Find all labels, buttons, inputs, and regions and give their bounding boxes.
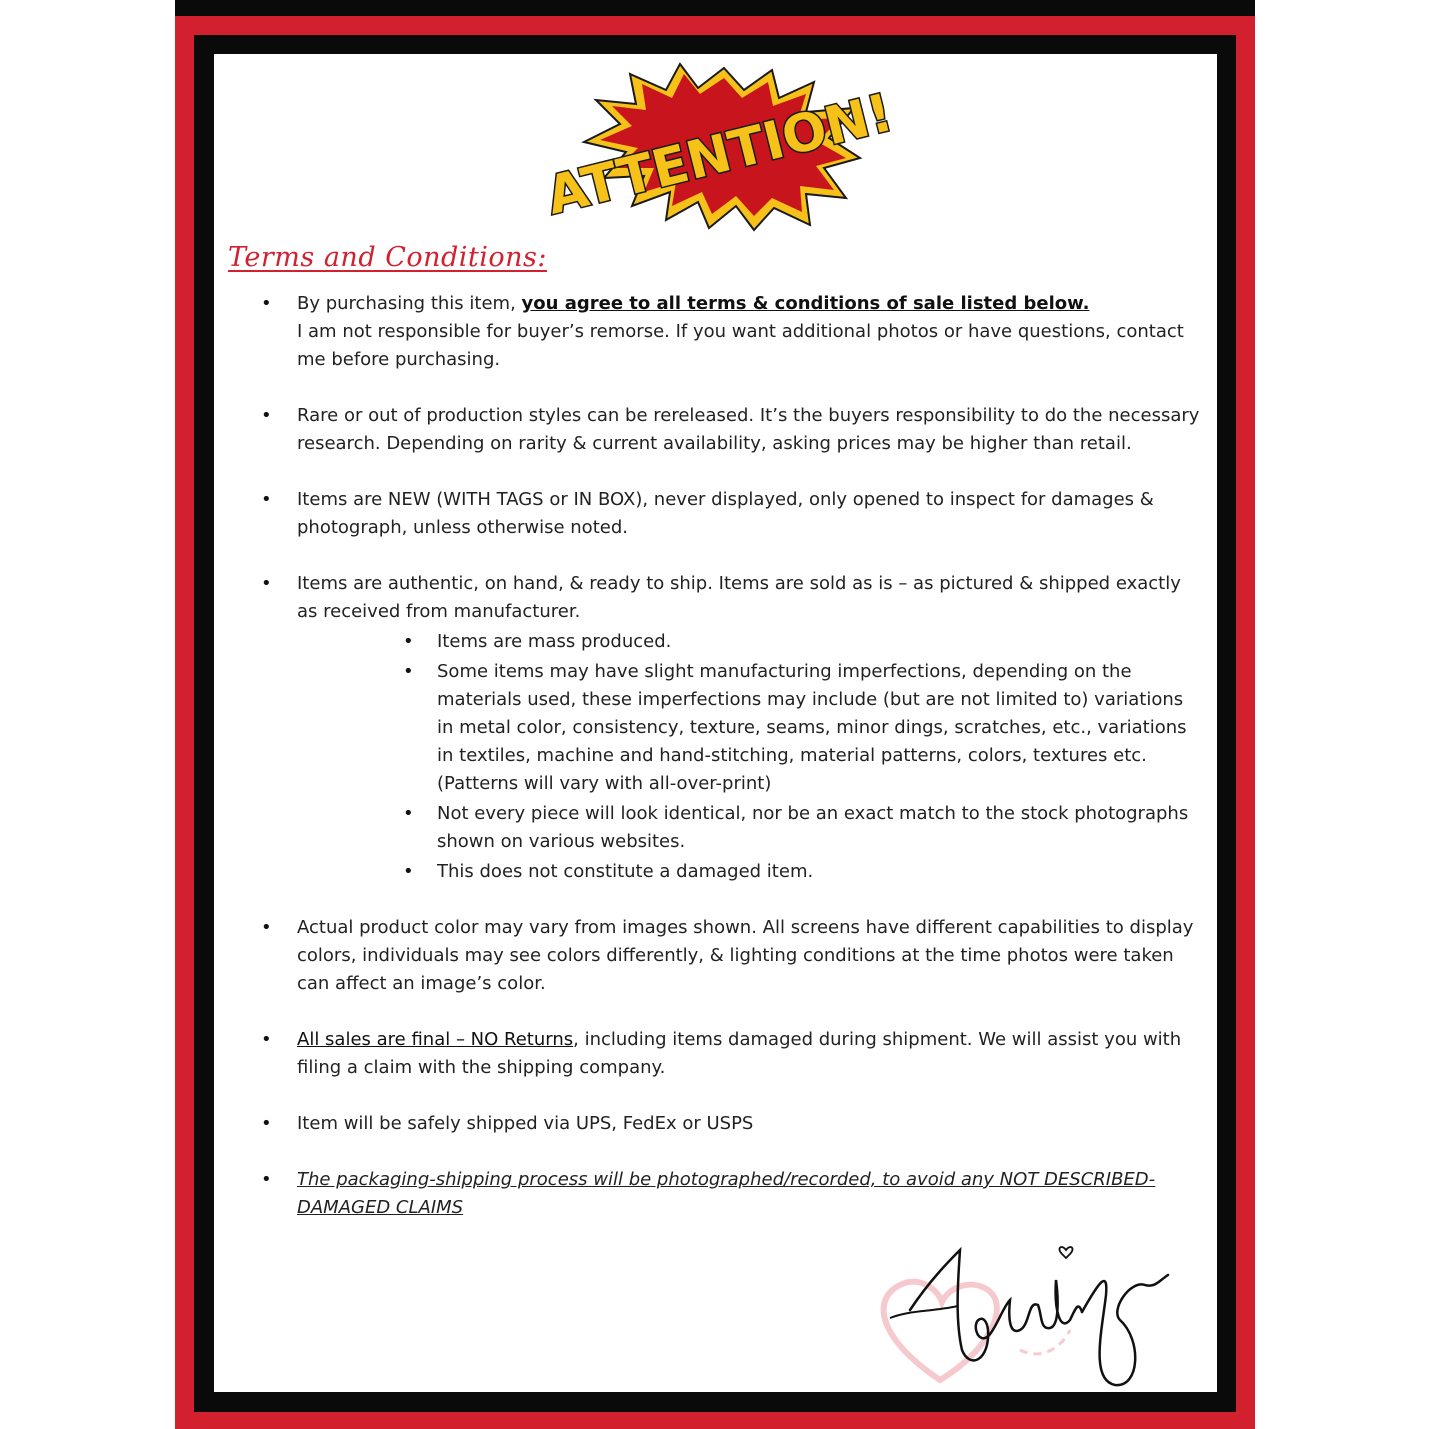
term-item-8 <box>261 1166 1201 1222</box>
term-2-text: Rare or out of production styles can be rereleased. It’s the buyers responsibility to do the necessary research. Depending on rarity & current availability, asking prices may be higher than retail. <box>297 405 1200 454</box>
term-item-4 <box>261 570 1201 886</box>
term-4-text: Items are authentic, on hand, & ready to ship. Items are sold as is – as pictured & shipped exactly as received from manufacturer. <box>297 573 1181 622</box>
term-7-text: Item will be safely shipped via UPS, FedEx or USPS <box>297 1113 754 1134</box>
term-3-text: Items are NEW (WITH TAGS or IN BOX), never displayed, only opened to inspect for damages & photograph, unless otherwise noted. <box>297 489 1154 538</box>
top-black-band <box>175 0 1255 16</box>
term-5-text: Actual product color may vary from images shown. All screens have different capabilities to display colors, individuals may see colors differently, & lighting conditions at the time photos were taken can affect an image’s color. <box>297 917 1194 994</box>
term-item-5 <box>261 914 1201 998</box>
term-item-1 <box>261 290 1201 374</box>
terms-sheet <box>214 54 1217 1392</box>
term-1-lead: By purchasing this item, <box>297 293 522 314</box>
sub-item-1: • Items are mass produced. <box>297 628 1201 656</box>
attention-text: ATTENTION! <box>540 83 899 227</box>
term-item-2 <box>261 402 1201 458</box>
sub-item-2: • Some items may have slight manufacturing imperfections, depending on the materials used, these imperfections may include (but are not limited to) variations in metal color, consistency, texture, seams, minor dings, scratches, etc., variations in textiles, machine and hand-stitching, material patterns, colors, textures etc. (Patterns will vary with all-over-print) <box>297 658 1201 798</box>
page-title: Terms and Conditions: <box>228 242 547 273</box>
terms-list <box>261 290 1201 1250</box>
heart-icon <box>884 1282 997 1380</box>
term-item-3 <box>261 486 1201 542</box>
term-1-emphasis: you agree to all terms & conditions of sale listed below. <box>521 293 1090 314</box>
term-6-emphasis: All sales are final – NO Returns <box>297 1029 574 1050</box>
thank-you-signature <box>870 1240 1170 1392</box>
sub-item-4: • This does not constitute a damaged item. <box>297 858 1201 886</box>
term-6-rest: , including items damaged during shipment. We will assist you with filing a claim with the shipping company. <box>297 1029 1182 1078</box>
term-item-6 <box>261 1026 1201 1082</box>
term-item-7 <box>261 1110 1201 1138</box>
sub-item-3: • Not every piece will look identical, nor be an exact match to the stock photographs shown on various websites. <box>297 800 1201 856</box>
attention-burst-icon <box>540 60 899 230</box>
term-1-rest: I am not responsible for buyer’s remorse. If you want additional photos or have questions, contact me before purchasing. <box>297 321 1184 370</box>
term-8-italic: The packaging-shipping process will be photographed/recorded, to avoid any NOT DESCRIBED-DAMAGED CLAIMS <box>297 1169 1156 1218</box>
